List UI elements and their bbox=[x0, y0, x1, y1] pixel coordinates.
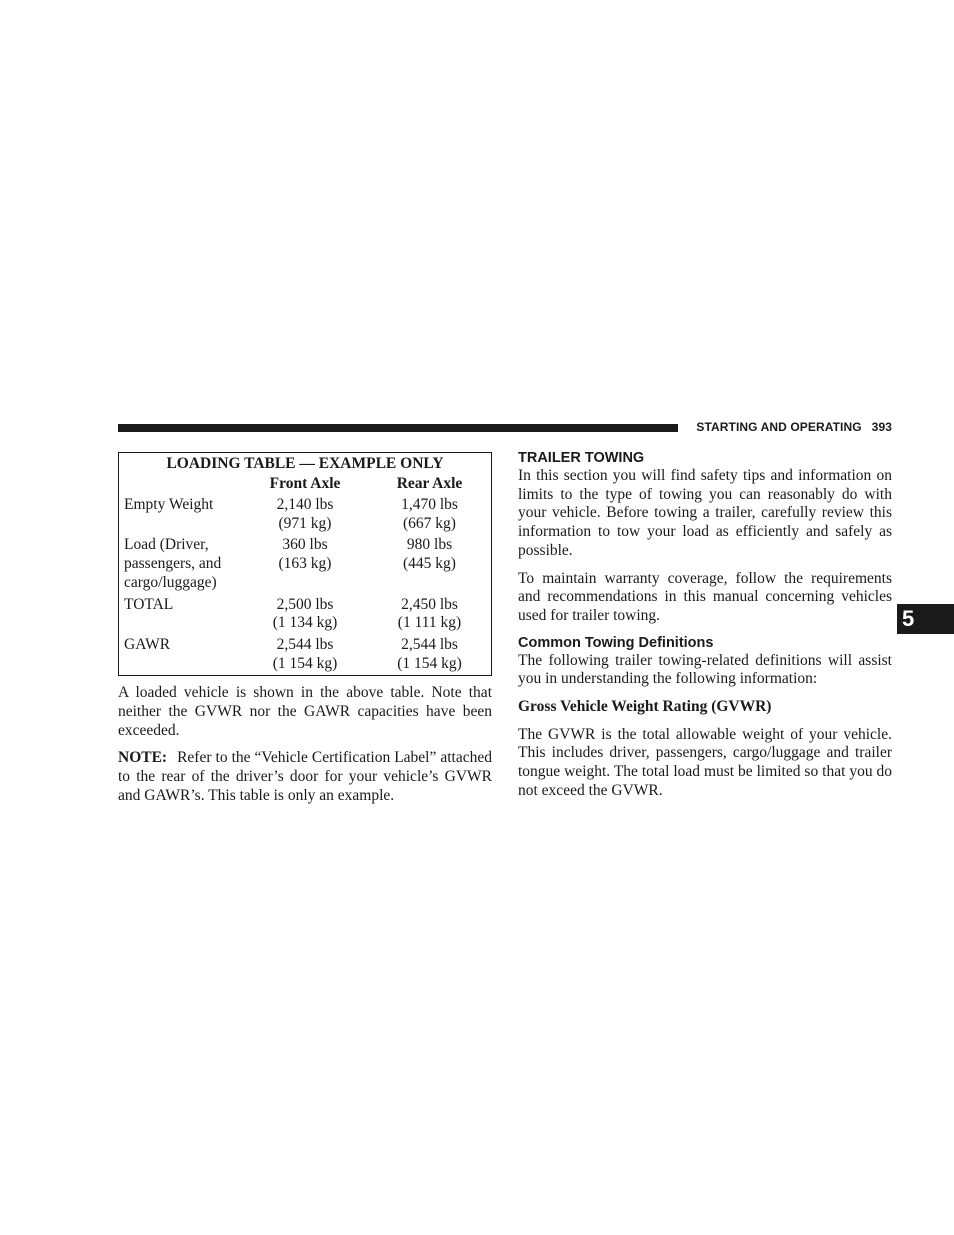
gvwr-title: Gross Vehicle Weight Rating (GVWR) bbox=[518, 698, 772, 716]
left-column bbox=[118, 452, 492, 806]
rear-axle-cell: 2,450 lbs (1 111 kg) bbox=[397, 595, 462, 632]
note-label: NOTE: bbox=[118, 749, 168, 767]
table-explanation: A loaded vehicle is shown in the above table. Note that neither the GVWR nor the GAWR capacities have been exceeded. bbox=[118, 684, 492, 739]
table-row bbox=[119, 633, 492, 676]
front-axle-cell: 2,140 lbs (971 kg) bbox=[276, 496, 334, 532]
row-label: GAWR bbox=[124, 635, 171, 653]
rear-axle-cell: 2,544 lbs (1 154 kg) bbox=[397, 635, 462, 672]
table-row bbox=[119, 496, 492, 533]
row-label: Load (Driver, passengers, and cargo/luggage) bbox=[124, 536, 222, 591]
row-label: Empty Weight bbox=[124, 496, 214, 513]
rear-axle-cell: 980 lbs (445 kg) bbox=[403, 536, 456, 573]
section-heading: TRAILER TOWING bbox=[518, 450, 645, 466]
table-row bbox=[119, 533, 492, 592]
header-rule bbox=[118, 424, 678, 432]
rear-axle-cell: 1,470 lbs (667 kg) bbox=[401, 496, 458, 532]
definitions-intro: The following trailer towing-related definitions will assist you in understanding the following information: bbox=[518, 651, 892, 688]
intro-paragraph: In this section you will find safety tips and information on limits to the type of towing you can reasonably do with your vehicle. Before towing a trailer, carefully review this information to tow your load as efficiently and safely as possible. bbox=[518, 467, 892, 559]
gvwr-definition: The GVWR is the total allowable weight of your vehicle. This includes driver, passengers, cargo/luggage and trailer tongue weight. The total load must be limited so that you do not exceed the GVWR. bbox=[518, 725, 892, 799]
front-axle-cell: 360 lbs (163 kg) bbox=[278, 536, 332, 573]
table-header-rear: Rear Axle bbox=[396, 475, 463, 492]
front-axle-cell: 2,544 lbs (1 154 kg) bbox=[272, 635, 338, 672]
table-header-front: Front Axle bbox=[269, 475, 341, 492]
subsection-heading: Common Towing Definitions bbox=[518, 634, 714, 651]
row-label: TOTAL bbox=[124, 595, 174, 613]
page-number: 393 bbox=[871, 420, 892, 434]
loading-table bbox=[118, 452, 492, 676]
running-header bbox=[688, 420, 892, 434]
chapter-tab: 5 bbox=[897, 604, 954, 634]
section-title: STARTING AND OPERATING bbox=[696, 420, 862, 434]
table-caption: LOADING TABLE — EXAMPLE ONLY bbox=[166, 455, 444, 472]
right-column bbox=[518, 449, 892, 801]
note-text: Refer to the “Vehicle Certification Label” attached to the rear of the driver’s door for your vehicle’s GVWR and GAWR’s. This table is only an example. bbox=[118, 749, 492, 804]
front-axle-cell: 2,500 lbs (1 134 kg) bbox=[272, 595, 338, 632]
warranty-paragraph: To maintain warranty coverage, follow the requirements and recommendations in this manual concerning vehicles used for trailer towing. bbox=[518, 569, 892, 624]
table-header-empty bbox=[119, 475, 243, 496]
note-paragraph bbox=[118, 749, 492, 805]
table-row bbox=[119, 593, 492, 633]
